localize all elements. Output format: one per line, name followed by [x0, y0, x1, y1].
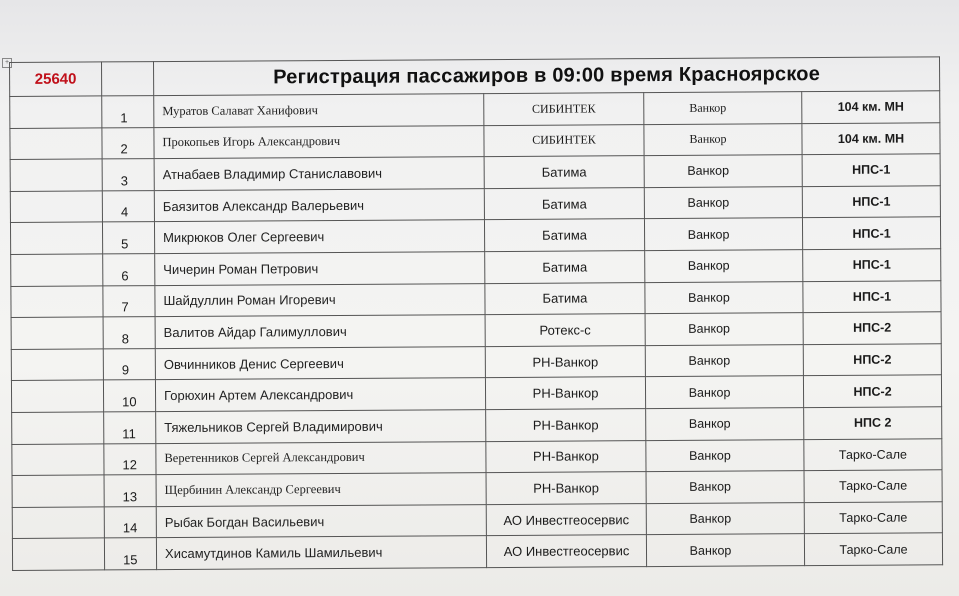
row-blank-cell [12, 538, 104, 570]
destination: НПС-2 [803, 344, 941, 376]
row-blank-cell [10, 96, 102, 128]
row-number: 6 [103, 254, 155, 286]
row-blank-cell [11, 285, 103, 317]
departure-place: Ванкор [645, 344, 803, 377]
row-number: 11 [104, 412, 156, 444]
row-blank-cell [10, 222, 102, 254]
destination: НПС-1 [803, 280, 941, 312]
destination: Тарко-Сале [804, 533, 942, 565]
passenger-name: Овчинников Денис Сергеевич [155, 346, 485, 380]
row-blank-cell [10, 191, 102, 223]
row-number: 5 [102, 222, 154, 254]
departure-place: Ванкор [645, 313, 803, 346]
row-blank-cell [12, 443, 104, 475]
company-name: РН-Ванкор [486, 409, 646, 442]
company-name: Батима [485, 251, 645, 284]
departure-place: Ванкор [644, 218, 802, 251]
departure-place: Ванкор [646, 471, 804, 504]
destination: НПС-1 [803, 249, 941, 281]
header-blank-cell [102, 62, 154, 96]
row-number: 1 [102, 96, 154, 128]
departure-place: Ванкор [646, 439, 804, 472]
passenger-table [9, 56, 943, 571]
passenger-name: Шайдуллин Роман Игоревич [155, 283, 485, 317]
company-name: РН-Ванкор [485, 377, 645, 410]
destination: НПС-1 [802, 186, 940, 218]
row-blank-cell [11, 380, 103, 412]
departure-place: Ванкор [646, 408, 804, 441]
passenger-name: Горюхин Артем Александрович [155, 378, 485, 412]
row-number: 15 [104, 538, 156, 570]
row-blank-cell [10, 159, 102, 191]
departure-place: Ванкор [645, 250, 803, 283]
departure-place: Ванкор [644, 186, 802, 219]
row-number: 8 [103, 317, 155, 349]
row-blank-cell [10, 128, 102, 160]
row-number: 12 [104, 443, 156, 475]
departure-place: Ванкор [646, 534, 804, 567]
departure-place: Ванкор [646, 502, 804, 535]
destination: НПС-1 [802, 154, 940, 186]
company-name: АО Инвестгеосервис [486, 503, 646, 536]
departure-place: Ванкор [644, 123, 802, 156]
row-number: 14 [104, 506, 156, 538]
row-number: 7 [103, 285, 155, 317]
destination: НПС-1 [802, 217, 940, 249]
row-blank-cell [12, 412, 104, 444]
flight-code: 25640 [10, 62, 102, 97]
departure-place: Ванкор [645, 376, 803, 409]
departure-place: Ванкор [645, 281, 803, 314]
row-number: 10 [103, 380, 155, 412]
sheet-corner-icon: + [2, 58, 12, 68]
sheet-title: Регистрация пассажиров в 09:00 время Красноярское [154, 57, 940, 96]
destination: 104 км. МН [802, 91, 940, 123]
passenger-name: Тяжельников Сергей Владимирович [156, 410, 486, 444]
passenger-name: Хисамутдинов Камиль Шамильевич [156, 536, 486, 570]
destination: НПС-2 [803, 312, 941, 344]
company-name: Ротекс-с [485, 314, 645, 347]
destination: 104 км. МН [802, 122, 940, 154]
table-row [12, 533, 942, 570]
passenger-registration-sheet [9, 56, 943, 571]
destination: Тарко-Сале [804, 502, 942, 534]
passenger-name: Чичерин Роман Петрович [155, 252, 485, 286]
row-number: 2 [102, 127, 154, 159]
passenger-name: Рыбак Богдан Васильевич [156, 504, 486, 538]
row-number: 4 [102, 190, 154, 222]
departure-place: Ванкор [644, 92, 802, 125]
row-number: 3 [102, 159, 154, 191]
passenger-name: Прокопьев Игорь Александрович [154, 125, 484, 159]
passenger-name: Валитов Айдар Галимуллович [155, 315, 485, 349]
header-row [10, 57, 940, 97]
row-number: 13 [104, 475, 156, 507]
company-name: Батима [484, 219, 644, 252]
company-name: Батима [484, 156, 644, 189]
destination: Тарко-Сале [804, 438, 942, 470]
company-name: РН-Ванкор [486, 440, 646, 473]
company-name: РН-Ванкор [486, 472, 646, 505]
company-name: Батима [485, 282, 645, 315]
row-blank-cell [11, 349, 103, 381]
destination: НПС-2 [803, 375, 941, 407]
company-name: Батима [484, 187, 644, 220]
company-name: АО Инвестгеосервис [486, 535, 646, 568]
row-blank-cell [12, 475, 104, 507]
passenger-name: Микрюков Олег Сергеевич [154, 220, 484, 254]
row-blank-cell [11, 317, 103, 349]
passenger-name: Щербинин Александр Сергеевич [156, 473, 486, 507]
row-blank-cell [11, 254, 103, 286]
passenger-name: Атнабаев Владимир Станиславович [154, 157, 484, 191]
passenger-name: Муратов Салават Ханифович [154, 94, 484, 128]
passenger-name: Веретенников Сергей Александрович [156, 441, 486, 475]
departure-place: Ванкор [644, 155, 802, 188]
row-number: 9 [103, 348, 155, 380]
destination: НПС 2 [804, 407, 942, 439]
row-blank-cell [12, 507, 104, 539]
destination: Тарко-Сале [804, 470, 942, 502]
passenger-name: Баязитов Александр Валерьевич [154, 188, 484, 222]
company-name: СИБИНТЕК [484, 124, 644, 157]
company-name: РН-Ванкор [485, 345, 645, 378]
company-name: СИБИНТЕК [484, 93, 644, 126]
